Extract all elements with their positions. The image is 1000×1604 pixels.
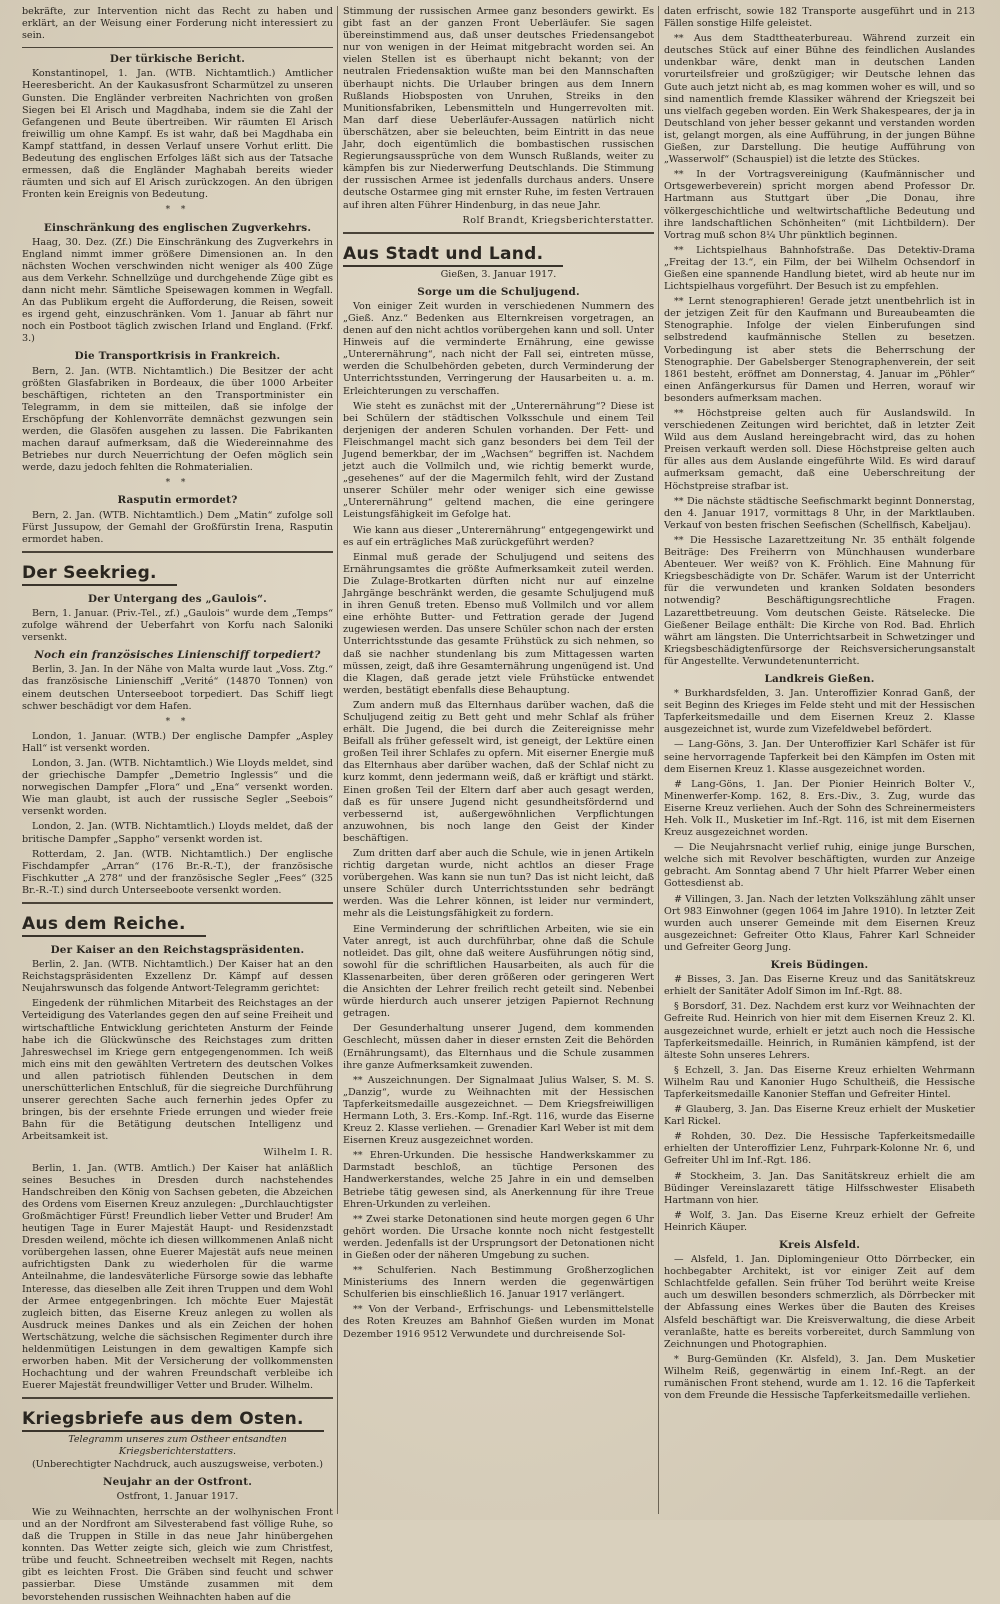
article-text: # Lang-Göns, 1. Jan. Der Pionier Heinrich Bolter V., Minenwerfer-Komp. 162, 8. Ers.-Div., 3. Zug, wurde das Eiserne Kreuz verliehen. Auch der Sohn des Schreinermeisters Heh. Volk II., Musketier im Inf.-Rgt. 116, ist mit dem Eisernen Kreuz ausgezeichnet worden.: [664, 778, 975, 839]
article-text: Berlin, 3. Jan. In der Nähe von Malta wurde laut „Voss. Ztg.“ das französische Linienschiff „Verité“ (14870 Tonnen) von einem deutschen Unterseeboot torpediert. Das Schiff liegt schwer beschädigt vor dem Hafen.: [22, 664, 333, 712]
article-text: ** Höchstpreise gelten auch für Auslandswild. In verschiedenen Zeitungen wird berichtet, daß in letzter Zeit Wild aus dem Ausland hereingebracht wird, das zu hohen Preisen verkauft werden soll. Diese Höchstpreise gelten auch für alles aus dem Auslande eingeführte Wild. Es wird darauf aufmerksam gemacht, daß eine Ueberschreitung der Höchstpreise strafbar ist.: [664, 408, 975, 492]
article-text: # Rohden, 30. Dez. Die Hessische Tapferkeitsmedaille erhielten der Unteroffizier Lenz, Fuhrpark-Kolonne Nr. 6, und Gefreiter Uhl im Inf.-Rgt. 186.: [664, 1131, 975, 1167]
article-text: Bern, 2. Jan. (WTB. Nichtamtlich.) Die Besitzer der acht größten Glasfabriken in Bordeaux, die über 1000 Arbeiter beschäftigen, richteten an den Transportminister ein Telegramm, in dem sie mitteilen, daß sie infolge der Erschöpfung der Kohlenvorräte demnächst gezwungen sein werden, die Glasöfen ausgehen zu lassen. Die Fabrikanten machen darauf aufmerksam, daß die Wiedereinnahme des Betriebes nur durch Neuerrichtung der Oefen möglich sein werde, dazu jedoch fehlten die Rohmaterialien.: [22, 365, 333, 474]
article-text: London, 3. Jan. (WTB. Nichtamtlich.) Wie Lloyds meldet, sind der griechische Dampfer „Demetrio Inglessis“ und die norwegischen Dampfer „Flora“ und „Ena“ versenkt worden. Wie man glaubt, ist auch der russische Segler „Seebois“ versenkt worden.: [22, 757, 333, 818]
article-text: Wie steht es zunächst mit der „Unterernährung“? Diese ist bei Schülern der städtischen Volksschule und einem Teil derjenigen der anderen Schulen vorhanden. Der Fett- und Fleischmangel macht sich ganz besonders bei dem Teil der Jugend bemerkbar, der im „Wachsen“ begriffen ist. Nachdem jetzt auch die Vollmilch und, wie richtig bemerkt wurde, „gesehenes“ auf der die Magermilch fehlt, wird der Zustand unserer Schüler mehr oder weniger sich eine gewisse „Unterernährung“ geltend machen, die eine geringere Leistungsfähigkeit im Gefolge hat.: [343, 400, 654, 521]
headline: Kreis Büdingen.: [770, 959, 869, 972]
separator-stars: * *: [165, 478, 190, 489]
section-heading: Aus Stadt und Land.: [343, 243, 563, 267]
article-text: — Lang-Göns, 3. Jan. Der Unteroffizier Karl Schäfer ist für seine hervorragende Tapferkeit bei den Kämpfen im Osten mit dem Eisernen Kreuz 1. Klasse ausgezeichnet worden.: [664, 739, 975, 775]
article-text: London, 1. Januar. (WTB.) Der englische Dampfer „Aspley Hall“ ist versenkt worden.: [22, 730, 333, 754]
notice: (Unberechtigter Nachdruck, auch auszugsweise, verboten.): [31, 1458, 324, 1470]
headline: Der türkische Bericht.: [109, 53, 246, 66]
separator-stars: * *: [165, 205, 190, 216]
headline: Landkreis Gießen.: [764, 672, 875, 685]
article-text: ** Lernt stenographieren! Gerade jetzt unentbehrlich ist in der jetzigen Zeit für den Kaufmann und Bureaubeamten die Stenographie. Infolge der vielen Einberufungen sind selbstredend kaufmännische Stellen zu besetzen. Vorbedingung ist aber stets die Beherrschung der Stenographie. Der Gabelsberger Stenographenverein, der seit 1861 besteht, eröffnet am Donnerstag, 4. Januar im „Pöhler“ einen Anfängerkursus für Damen und Herren, worauf wir besonders aufmerksam machen.: [664, 296, 975, 404]
headline: Einschränkung des englischen Zugverkehrs.: [43, 221, 312, 234]
article-text: # Stockheim, 3. Jan. Das Sanitätskreuz erhielt die am Büdinger Vereinslazarett tätige Hilfsschwester Elisabeth Hartmann von hier.: [664, 1170, 975, 1206]
article-text: § Borsdorf, 31. Dez. Nachdem erst kurz vor Weihnachten der Gefreite Rud. Heinrich von hier mit dem Eisernen Kreuz 2. Kl. ausgezeichnet wurde, erhielt er jetzt auch noch die Hessische Tapferkeitsmedaille. Heinrich, in Rumänien kämpfend, ist der älteste Sohn unseres Lehrers.: [664, 1001, 975, 1061]
headline: Kreis Alsfeld.: [778, 1239, 861, 1251]
article-text: ** Die Hessische Lazarettzeitung Nr. 35 enthält folgende Beiträge: Des Freiherrn von Münchhausen wunderbare Abenteuer. Wer weiß? von K. Fröhlich. Eine Mahnung für Kriegsbeschädigte von Dr. Schäfer. Warum ist der Unterricht für die verwundeten und kranken Soldaten besonders notwendig? Beschäftigungsrechtliche Fragen. Lazarettbetreuung. Vom deutschen Geiste. Rätselecke. Die Gießener Beilage enthält: Die Kirche von Rod. Bad. Ehrlich währt am längsten. Die Unterrichtsarbeit in Schwetzinger und Kriegsbeschädigtenfürsorge der Reichsversicherungsanstalt für Angestellte. Verwundetenunterricht.: [664, 534, 975, 667]
article-text: # Bisses, 3. Jan. Das Eiserne Kreuz und das Sanitätskreuz erhielt der Sanitäter Adolf Simon im Inf.-Rgt. 88.: [664, 974, 975, 998]
divider: [22, 1397, 333, 1399]
headline: Neujahr an der Ostfront.: [102, 1475, 253, 1488]
article-text: § Echzell, 3. Jan. Das Eiserne Kreuz erhielten Wehrmann Wilhelm Rau und Kanonier Hugo Schultheiß, die Hessische Tapferkeitsmedaille Kanonier Steffan und Gefreiter Hintel.: [664, 1064, 975, 1100]
article-text: Einmal muß gerade der Schuljugend und seitens des Ernährungsamtes die größte Aufmerksamkeit zuteil werden. Die Zulage-Brotkarten dürften nicht nur auf einzelne Jahrgänge beschränkt werden, die gesamte Schuljugend muß in ihren Genuß treten. Ebenso muß Vollmilch und vor allem eine erhöhte Butter- und Fettration gerade der Jugend zugewiesen werden. Das unsere Schüler schon nach der ersten Unterrichtsstunde das gesamte Frühstück zu sich nehmen, so daß sie nachher stundenlang bis zum Mittagessen warten müssen, zeigt, daß ihre Gesamternährung ungenügend ist. Und die Klagen, daß gerade jetzt viele Frühstücke entwendet werden, bestätigt ebenfalls diese Behauptung.: [343, 551, 654, 696]
article-text: ** In der Vortragsvereinigung (Kaufmännischer und Ortsgewerbeverein) spricht morgen abend Professor Dr. Hartmann aus Stuttgart über „Die Donau, ihre völkergeschichtliche und weltwirtschaftliche Bedeutung und ihre landschaftlichen Schönheiten“ (mit Lichtbildern). Der Vortrag muß schon 8¼ Uhr pünktlich beginnen.: [664, 169, 975, 241]
article-text: # Glauberg, 3. Jan. Das Eiserne Kreuz erhielt der Musketier Karl Rickel.: [664, 1104, 975, 1128]
headline: Noch ein französisches Linienschiff torpediert?: [34, 649, 321, 662]
dateline: Gießen, 3. Januar 1917.: [440, 268, 557, 280]
divider: [22, 902, 333, 904]
headline: Der Kaiser an den Reichstagspräsidenten.: [50, 944, 305, 956]
article-text: Haag, 30. Dez. (Zf.) Die Einschränkung des Zugverkehrs in England nimmt immer größere Dimensionen an. In den nächsten Wochen verschwinden nicht weniger als 400 Züge aus dem Verkehr. Schnellzüge und durchgehende Züge gibt es dann nicht mehr. Sämtliche Speisewagen kommen in Wegfall. An das Publikum ergeht die Aufforderung, die Reisen, soweit es irgend geht, einzuschränken. Vom 1. Januar ab fährt nur noch ein Postboot täglich zwischen Irland und England. (Frkf. 3.): [22, 236, 333, 345]
article-text: Wie zu Weihnachten, herrschte an der wolhynischen Front und an der Nordfront am Silvesterabend fast völlige Ruhe, so daß die Truppen in Stille in das neue Jahr hinübergehen konnten. Das Wetter zeigte sich, gleich wie zum Christfest, trübe und feucht. Schneetreiben wechselt mit Regen, nachts gibt es leichten Frost. Die Gräben sind feucht und schwer passierbar. Diese Umstände zusammen mit dem bevorstehenden russischen Weihnachten haben auf die: [22, 1506, 333, 1603]
article-text: Berlin, 2. Jan. (WTB. Nichtamtlich.) Der Kaiser hat an den Reichstagspräsidenten Exzellenz Dr. Kämpf auf dessen Neujahrswunsch das folgende Antwort-Telegramm gerichtet:: [22, 959, 333, 995]
article-text: daten erfrischt, sowie 182 Transporte ausgeführt und in 213 Fällen sonstige Hilfe geleistet.: [664, 6, 975, 30]
article-text: Der Gesunderhaltung unserer Jugend, dem kommenden Geschlecht, müssen daher in dieser ernsten Zeit die Behörden (Ernährungsamt), das Elternhaus und die Schule zusammen ihre ganze Aufmerksamkeit zuwenden.: [343, 1023, 654, 1071]
headline: Sorge um die Schuljugend.: [417, 285, 580, 298]
subheading: Telegramm unseres zum Ostheer entsandten Kriegsberichterstatters.: [68, 1434, 287, 1458]
article-text: * Burg-Gemünden (Kr. Alsfeld), 3. Jan. Dem Musketier Wilhelm Reiß, gegenwärtig in einem Inf.-Regt. an der rumänischen Front stehend, wurde am 1. 12. 16 die Tapferkeit von dem Freunde die Hessische Tapferkeitsmedaille verliehen.: [664, 1353, 975, 1402]
article-text: — Alsfeld, 1. Jan. Diplomingenieur Otto Dörrbecker, ein hochbegabter Architekt, ist vor einiger Zeit auf dem Schlachtfelde gefallen. Sein früher Tod berührt weite Kreise auch um deswillen besonders schmerzlich, als Dörrbecker mit der Abfassung eines Werkes über die Bauten des Kreises Alsfeld beschäftigt war. Die Kreisverwaltung, die diese Arbeit veranlaßte, hatte es bereits vorbereitet, durch Sammlung von Zeichnungen und Photographien.: [664, 1254, 975, 1350]
article-text: ** Ehren-Urkunden. Die hessische Handwerkskammer zu Darmstadt beschloß, an tüchtige Personen des Handwerkerstandes, welche 25 Jahre in ein und demselben Betriebe tätig gewesen sind, als Anerkennung für ihre Treue Ehren-Urkunden zu verleihen.: [343, 1150, 654, 1210]
article-text: Wie kann aus dieser „Unterernährung“ entgegengewirkt und es auf ein erträgliches Maß zurückgeführt werden?: [343, 524, 654, 548]
separator-stars: * *: [165, 716, 190, 727]
article-text: Rotterdam, 2. Jan. (WTB. Nichtamtlich.) Der englische Fischdampfer „Arran“ (176 Br.-R.-T.), der französische Fischkutter „A 278“ und der französische Segler „Fees“ (325 Br.-R.-T.) sind durch Unterseeboote versenkt worden.: [22, 848, 333, 896]
article-text: # Wolf, 3. Jan. Das Eiserne Kreuz erhielt der Gefreite Heinrich Käuper.: [664, 1209, 975, 1233]
article-text: Stimmung der russischen Armee ganz besonders gewirkt. Es gibt fast an der ganzen Front Ueberläufer. Sie sagen übereinstimmend aus, daß unser deutsches Friedensangebot nur von wenigen in der Heimat mitgebracht worden sei. An vielen Stellen ist es überhaupt nicht bekannt; von der neutralen Friedensaktion wußte man bei den Mannschaften überhaupt nichts. Die Urlauber bringen aus dem Innern Rußlands Hiobsposten von Unruhen, Streiks in den Munitionsfabriken, Lebensmitteln und Hungerrevolten mit. Man darf diese Ueberläufer-Aussagen natürlich nicht überschätzen, aber sie beleuchten, beim Eintritt in das neue Jahr, doch eigentümlich die bombastischen russischen Regierungsaussprüche von dem Wunsch Rußlands, weiter zu kämpfen bis zur Niederwerfung Deutschlands. Die Stimmung der russischen Armee ist jedenfalls durchaus anders. Unsere deutsche Ostarmee ging mit ernster Ruhe, im festen Vertrauen auf ihren alten Führer Hindenburg, in das neue Jahr.: [343, 6, 654, 211]
article-text: Von einiger Zeit wurden in verschiedenen Nummern des „Gieß. Anz.“ Bedenken aus Elternkreisen vorgetragen, an denen auf den nicht achtlos vorübergehen kann und soll. Unter Hinweis auf die verminderte Ernährung, eine gewisse „Unterernährung“, nach nicht der Fall sei, eintreten müsse, werden die Schulbehörden gebeten, durch Verminderung der Unterrichtsstunden, Verringerung der Hausarbeiten u. a. m. Erleichterungen zu verschaffen.: [343, 300, 654, 397]
article-text: ** Aus dem Stadttheaterbureau. Während zurzeit ein deutsches Stück auf einer Bühne des feindlichen Auslandes undenkbar wäre, denkt man in deutschen Landen vorurteilsfreier und großzügiger; wir Deutsche lehnen das Gute auch jetzt nicht ab, es mag kommen woher es will, und so sind namentlich fremde Klassiker während der Kriegszeit bei uns vielfach gegeben worden. Ein Werk Shakespeares, der ja in Deutschland von jeher besser gekannt und verstanden worden ist, gelangt morgen, als eine Aufführung, in der jungen Bühne Gießen, zur Darstellung. Die heutige Aufführung von „Wasserwolf“ (Schauspiel) ist die letzte des Stückes.: [664, 33, 975, 166]
column-2: [343, 6, 654, 1514]
headline: Die Transportkrisis in Frankreich.: [74, 350, 281, 363]
section-heading: Aus dem Reiche.: [22, 913, 206, 937]
article-text: ** Zwei starke Detonationen sind heute morgen gegen 6 Uhr gehört worden. Die Ursache konnte noch nicht festgestellt werden. Jedenfalls ist der Ursprungsort der Detonationen nicht in Gießen oder der näheren Umgebung zu suchen.: [343, 1213, 654, 1261]
divider: [343, 232, 654, 234]
divider: [22, 551, 333, 553]
byline: Rolf Brandt, Kriegsberichterstatter.: [462, 214, 654, 226]
article-text: Eine Verminderung der schriftlichen Arbeiten, wie sie ein Vater anregt, ist auch durchführbar, ohne daß die Schule notleidet. Das gilt, ohne daß weitere Ausführungen nötig sind, sowohl für die schriftlichen Hausarbeiten, als auch für die Klassenarbeiten, über deren größeren oder geringeren Wert die Ansichten der Lehrer freilich recht geteilt sind. Nebenbei würde hierdurch auch unserer jetzigen Papiernot Rechnung getragen.: [343, 923, 654, 1020]
section-heading: Kriegsbriefe aus dem Osten.: [22, 1408, 324, 1432]
article-text: Zum andern muß das Elternhaus darüber wachen, daß die Schuljugend zeitig zu Bett geht und mehr Schlaf als früher erhält. Die Jugend, die bei durch die Zeitereignisse mehr Beifall als früher gefesselt wird, ist geneigt, der Lektüre einen großen Teil ihrer Schlafes zu opfern. Mit eiserner Energie muß das Elternhaus aber darüber wachen, daß der Schlaf nicht zu kurz kommt, denn jedermann weiß, daß er kräftigt und stärkt. Einen großen Teil der Eltern darf aber auch gesagt werden, daß es für unsere Jugend nicht gesundheitsfördernd und verbessernd ist, außergewöhnlichen Verpflichtungen anzuwohnen, bis noch lange den Geist der Kinder beschäftigen.: [343, 699, 654, 844]
article-text: ** Lichtspielhaus Bahnhofstraße. Das Detektiv-Drama „Freitag der 13.“, ein Film, der bei Wilhelm Ochsendorf in Gießen eine spannende Handlung bietet, wird ab heute nur im Lichtspielhaus vorgeführt. Der Besuch ist zu empfehlen.: [664, 244, 975, 293]
signature: Wilhelm I. R.: [263, 1146, 333, 1158]
headline: Der Untergang des „Gaulois“.: [88, 592, 267, 605]
article-text: ** Die nächste städtische Seefischmarkt beginnt Donnerstag, den 4. Januar 1917, vormittags 8 Uhr, in der Marktlauben. Verkauf von besten frischen Seefischen (Schellfisch, Kabeljau).: [664, 495, 975, 531]
dateline: Ostfront, 1. Januar 1917.: [116, 1490, 239, 1502]
article-text: bekräfte, zur Intervention nicht das Recht zu haben und erklärt, an der Weisung einer Forderung nicht interessiert zu sein.: [22, 6, 333, 42]
article-text: Bern, 1. Januar. (Priv.-Tel., zf.) „Gaulois“ wurde dem „Temps“ zufolge während der Ueberfahrt von Korfu nach Saloniki versenkt.: [22, 607, 333, 644]
article-text: ** Schulferien. Nach Bestimmung Großherzoglichen Ministeriums des Innern werden die gegenwärtigen Schulferien bis einschließlich 16. Januar 1917 verlängert.: [343, 1265, 654, 1301]
headline: Rasputin ermordet?: [117, 494, 238, 507]
column-1: [22, 6, 333, 1603]
article-text: ** Auszeichnungen. Der Signalmaat Julius Walser, S. M. S. „Danzig“, wurde zu Weihnachten mit der Hessischen Tapferkeitsmedaille ausgezeichnet. — Dem Kriegsfreiwilligen Hermann Loth, 3. Ers.-Komp. Inf.-Rgt. 116, wurde das Eiserne Kreuz 2. Klasse verliehen. — Grenadier Karl Weber ist mit dem Eisernen Kreuz ausgezeichnet worden.: [343, 1074, 654, 1147]
divider: [22, 47, 333, 48]
article-text: # Villingen, 3. Jan. Nach der letzten Volkszählung zählt unser Ort 983 Einwohner (gegen 1064 im Jahre 1910). In letzter Zeit wurden auch unserer Gemeinde mit dem Eisernen Kreuz ausgezeichnet: Gefreiter Otto Klaus, Fahrer Karl Schneider und Gefreiter Georg Jung.: [664, 893, 975, 953]
article-text: Bern, 2. Jan. (WTB. Nichtamtlich.) Dem „Matin“ zufolge soll Fürst Jussupow, der Gemahl der Großfürstin Irena, Rasputin ermordet haben.: [22, 509, 333, 545]
article-text: — Die Neujahrsnacht verlief ruhig, einige junge Burschen, welche sich mit Revolver beschäftigten, wurden zur Anzeige gebracht. Am Sonntag abend 7 Uhr hielt Pfarrer Weber einen Gottesdienst ab.: [664, 842, 975, 890]
article-text: * Burkhardsfelden, 3. Jan. Unteroffizier Konrad Ganß, der seit Beginn des Krieges im Felde steht und mit der Hessischen Tapferkeitsmedaille und dem Eisernen Kreuz 2. Klasse ausgezeichnet ist, wurde zum Vizefeldwebel befördert.: [664, 688, 975, 736]
section-heading: Der Seekrieg.: [22, 562, 177, 586]
article-text: Berlin, 1. Jan. (WTB. Amtlich.) Der Kaiser hat anläßlich seines Besuches in Dresden durch nachstehendes Handschreiben den König von Sachsen gebeten, die Abzeichen des Ordens vom Eisernen Kreuz anzulegen: „Durchlauchtigster Großmächtiger Fürst! Freundlich lieber Vetter und Bruder! Am heutigen Tage in Eurer Majestät Haupt- und Residenzstadt Dresden weilend, möchte ich diesen willkommenen Anlaß nicht vorübergehen lassen, ohne Euerer Majestät aufs neue meinen aufrichtigsten Dank zu wiederholen für die warme Anteilnahme, die landesväterliche Fürsorge sowie das lebhafte Interesse, das dieselben alle Zeit ihren Truppen und dem Wohl der Armee entgegenbringen. Ich möchte Euer Majestät zugleich bitten, das Eiserne Kreuz anlegen zu wollen als Ausdruck meines Dankes und als ein Zeichen der hohen Wertschätzung, welche die sächsischen Regimenter durch ihre heldenmütigen Leistungen in dem gewaltigen Kampfe sich erworben haben. Mit der Versicherung der vollkommensten Hochachtung und der wahren Freundschaft verbleibe ich Euerer Majestät freundwilliger Vetter und Bruder. Wilhelm.: [22, 1162, 333, 1392]
article-text: London, 2. Jan. (WTB. Nichtamtlich.) Lloyds meldet, daß der britische Dampfer „Sappho“ versenkt worden ist.: [22, 821, 333, 845]
article-text: ** Von der Verband-, Erfrischungs- und Lebensmittelstelle des Roten Kreuzes am Bahnhof Gießen wurden im Monat Dezember 1916 9512 Verwundete und durchreisende Sol-: [343, 1304, 654, 1340]
article-text: Zum dritten darf aber auch die Schule, wie in jenen Artikeln richtig dargetan wurde, nicht achtlos an dieser Frage vorübergehen. Was kann sie nun tun? Das ist nicht leicht, daß unsere Schüler durch Unterrichtsstunden sehr bedrängt werden. Was die Lehrer können, ist leider nur vermindert, mehr als die Leistungsfähigkeit zu fordern.: [343, 848, 654, 920]
article-text: Eingedenk der rühmlichen Mitarbeit des Reichstages an der Verteidigung des Vaterlandes gegen den auf seine Freiheit und wirtschaftliche Entwicklung gerichteten Ansturm der Feinde habe ich die Glückwünsche des Reichstages zum dritten Jahreswechsel im Kriege gern entgegengenommen. Ich weiß mich eins mit den gewählten Vertretern des deutschen Volkes und allen patriotisch fühlenden Deutschen in dem unerschütterlichen Entschluß, für die siegreiche Durchführung unserer gerechten Sache auch fernerhin jedes Opfer zu bringen, bis der ersehnte Friede errungen und wieder freie Bahn für die Betätigung deutschen Intelligenz und Arbeitsamkeit ist.: [22, 998, 333, 1143]
column-3: [664, 6, 975, 1514]
article-text: Konstantinopel, 1. Jan. (WTB. Nichtamtlich.) Amtlicher Heeresbericht. An der Kaukasusfront Scharmützel zu unseren Gunsten. Die Engländer verbreiten Nachrichten von großen Siegen bei El Arisch und Magdhaba, indem sie die Zahl der Gefangenen und Beute übertreiben. Wir räumten El Arisch freiwillig um ohne Kampf. Es ist wahr, daß bei Magdhaba ein Kampf stattfand, in dessen Verlauf unsere Vorhut erlitt. Die Bedeutung des englischen Erfolges läßt sich aus der Tatsache ermessen, daß die Engländer Maghabah bereits wieder räumten und sich auf El Arisch zurückzogen. An den übrigen Fronten kein Ereignis von Bedeutung.: [22, 68, 333, 201]
